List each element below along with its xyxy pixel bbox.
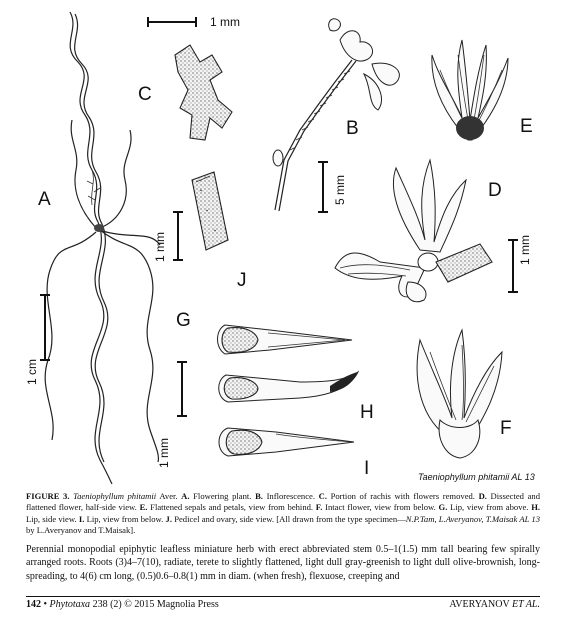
- caption-part-text: Lip, view from below.: [84, 513, 166, 524]
- scale-label-top: 1 mm: [210, 15, 240, 29]
- caption-drawn-prefix: [All drawn from the type specimen—: [276, 513, 406, 524]
- caption-part-text: Portion of rachis with flowers removed.: [326, 491, 479, 501]
- panel-label-a: A: [38, 189, 51, 210]
- page-number: 142: [26, 599, 41, 610]
- caption-part-key: E.: [139, 502, 148, 513]
- running-authors-name: AVERYANOV: [449, 599, 513, 610]
- caption-figure-number: FIGURE 3.: [26, 491, 70, 501]
- scale-label-d: 1 mm: [518, 235, 532, 265]
- scale-label-ghi: 1 mm: [157, 438, 171, 468]
- caption-part-text: Flattened sepals and petals, view from behind.: [147, 502, 316, 513]
- caption-part-text: Lip, view from above.: [447, 502, 532, 513]
- caption-part-key: J.: [165, 513, 172, 524]
- caption-part-key: B.: [255, 491, 263, 501]
- scale-label-a: 1 cm: [25, 358, 39, 385]
- caption-collectors: N.P.Tam, L.Averyanov, T.Maisak AL 13: [405, 513, 541, 524]
- caption-part-key: I.: [78, 513, 85, 524]
- drawing-e-sepals-petals: [432, 40, 508, 140]
- panel-label-b: B: [346, 118, 359, 139]
- panel-label-h: H: [360, 402, 374, 423]
- drawing-d-dissected-flower: [335, 160, 492, 302]
- drawing-j-pedicel-ovary: [192, 172, 228, 250]
- page-footer: [26, 596, 540, 610]
- running-authors: [449, 599, 540, 610]
- caption-species: Taeniophyllum phitamii: [73, 491, 157, 501]
- caption-part-text: Lip, side view.: [26, 513, 79, 524]
- drawing-c-rachis: [175, 45, 232, 140]
- caption-part-text: Pedicel and ovary, side view.: [172, 513, 277, 524]
- journal-volume: 238 (2) © 2015 Magnolia Press: [90, 599, 219, 610]
- footer-bullet: •: [43, 599, 48, 610]
- journal-name: Phytotaxa: [49, 599, 91, 610]
- caption-part-text: Intact flower, view from below.: [322, 502, 439, 513]
- panel-label-j: J: [237, 270, 247, 291]
- running-authors-etal: ET AL.: [512, 599, 540, 610]
- panel-label-c: C: [138, 84, 152, 105]
- caption-part-text: Inflorescence.: [262, 491, 319, 501]
- caption-author: Aver.: [159, 491, 178, 501]
- panel-label-g: G: [176, 310, 191, 331]
- scale-label-b: 5 mm: [333, 175, 347, 205]
- panel-label-i: I: [364, 458, 370, 479]
- figure-caption: [26, 491, 540, 537]
- panel-label-e: E: [520, 116, 533, 137]
- caption-part-key: H.: [531, 502, 541, 513]
- drawing-h-lip-side: [219, 372, 358, 402]
- caption-part-key: F.: [315, 502, 323, 513]
- drawing-a-flowering-plant: [45, 12, 160, 484]
- caption-part-key: G.: [438, 502, 448, 513]
- body-paragraph: Perennial monopodial epiphytic leafless miniature herb with erect abbreviated stem 0.5–1(1.5) mm tall bearing few spirally arranged roots. Roots (3)4–7(10), radiate, terete to slightly flattened, light dull gray-greenish to light dull olive-brownish, long-spreading, to 4(6) cm long, (0.5)0.6–0.8(1) mm in diam. (when fresh), flexuose, creeping and: [26, 544, 540, 582]
- caption-drawn-suffix: by L.Averyanov and T.Maisak].: [26, 525, 136, 536]
- caption-part-key: D.: [478, 491, 487, 501]
- caption-part-key: A.: [181, 491, 190, 501]
- drawing-g-lip-above: [218, 325, 353, 354]
- caption-part-key: C.: [318, 491, 327, 501]
- specimen-label: Taeniophyllum phitamii AL 13: [418, 472, 535, 482]
- panel-label-d: D: [488, 180, 502, 201]
- panel-label-f: F: [500, 418, 512, 439]
- caption-part-text: Flowering plant.: [189, 491, 256, 501]
- drawing-i-lip-below: [219, 428, 354, 456]
- drawing-f-intact-flower: [417, 330, 502, 458]
- scale-label-j: 1 mm: [153, 232, 167, 262]
- caption-part-text: Dissected and flattened flower, half-side view.: [26, 491, 540, 513]
